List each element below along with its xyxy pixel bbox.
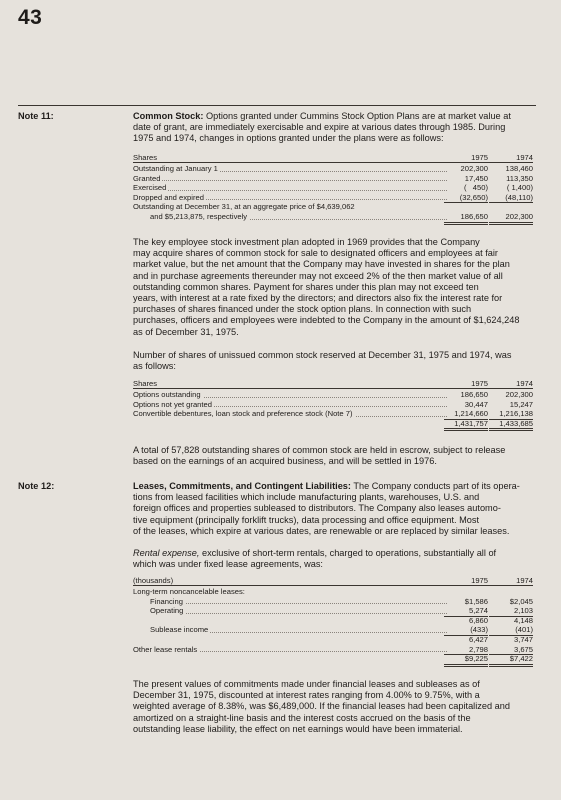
rental-expense-term: Rental expense, (133, 548, 200, 558)
intro-line: foreign offices and properties subleased to distributors. The Company also leases automo- (133, 503, 501, 514)
text-line: outstanding lease liability, the effect on net earnings would have been immaterial. (133, 723, 463, 734)
col-header-thousands: (thousands) (133, 576, 174, 585)
value-1974: 138,460 (505, 164, 533, 173)
table-row (133, 390, 533, 400)
value-1975: 1,214,660 (444, 409, 488, 420)
value-1975: 202,300 (460, 164, 488, 173)
escrow-paragraph (133, 445, 533, 467)
intro-line: Options granted under Cummins Stock Option Plans are at market value at (203, 111, 511, 121)
value-1974: $7,422 (489, 654, 533, 667)
text-line: outstanding common shares. Payment for shares under this plan may not exceed ten (133, 281, 479, 292)
row-label: Outstanding at December 31, at an aggregate price of $4,639,062 (133, 202, 355, 212)
intro-line: date of grant, are immediately exercisable and expire at various dates through 1985. During (133, 122, 506, 133)
text-line: Number of shares of unissued common stock reserved at December 31, 1975 and 1974, was (133, 350, 512, 360)
present-values-paragraph (133, 679, 533, 735)
value-1974: (401) (489, 625, 533, 636)
value-1974: ( 1,400) (506, 183, 533, 193)
value-1975: 30,447 (464, 399, 488, 409)
text-line: purchases, officers and employees were indebted to the Company in the amount of $1,624,248 (133, 315, 520, 326)
table-header (133, 379, 533, 389)
col-header-shares: Shares (133, 153, 158, 162)
stock-investment-plan-paragraph (133, 237, 533, 338)
text-line: December 31, 1975, discounted at interest rates ranging from 4.00% to 9.75%, with a (133, 690, 480, 701)
rental-expense-paragraph (133, 548, 533, 570)
row-label: Financing (150, 596, 183, 606)
value-1974: 113,350 (506, 173, 533, 183)
text-line: as follows: (133, 361, 176, 372)
text-line: as of December 31, 1975. (133, 326, 239, 337)
table-row-total (133, 654, 533, 664)
value-1975: (32,650) (444, 193, 488, 204)
table-row (133, 174, 533, 184)
value-1975: 186,650 (444, 212, 488, 225)
table-row-subtotal (133, 635, 533, 645)
section-divider (18, 105, 536, 106)
options-table (133, 153, 533, 222)
value-1974: 1,433,685 (489, 419, 533, 432)
row-label: Other lease rentals (133, 644, 198, 654)
table-row (133, 400, 533, 410)
table-row (133, 587, 533, 597)
text-line: The present values of commitments made under financial leases and subleases as of (133, 679, 480, 689)
col-header-1975: 1975 (471, 153, 488, 162)
col-header-1975: 1975 (471, 576, 488, 585)
value-1975: 2,798 (444, 645, 488, 656)
value-1975: $9,225 (444, 654, 488, 667)
text-line: exclusive of short-term rentals, charged to operations, substantially all of (199, 548, 497, 558)
col-header-1974: 1974 (516, 153, 533, 162)
col-header-shares: Shares (133, 379, 158, 388)
value-1975: (433) (444, 625, 488, 636)
value-1974: 3,747 (513, 634, 533, 644)
table-row (133, 409, 533, 419)
text-line: and in purchase agreements thereunder may not exceed 2% of the then market value of all (133, 270, 503, 281)
table-row (133, 164, 533, 174)
value-1974: 3,675 (489, 645, 533, 656)
page-number: 43 (18, 6, 43, 29)
table-header (133, 576, 533, 586)
value-1975: 6,860 (468, 615, 488, 625)
col-header-1974: 1974 (516, 379, 533, 388)
text-line: purchases of shares financed under the stock option plans. In connection with such (133, 304, 472, 315)
intro-line: tions from leased facilities which include manufacturing plants, warehouses, U.S. and (133, 492, 480, 503)
value-1974: 15,247 (509, 399, 533, 409)
row-label: Options outstanding (133, 390, 201, 399)
text-line: weighted average of 8.38%, was $6,489,000. If the financial leases had been capitalized and (133, 701, 510, 712)
table-row-total (133, 419, 533, 429)
intro-line: 1975 and 1974, changes in options granted under the plans were as follows: (133, 133, 444, 144)
value-1975: 6,427 (468, 634, 488, 644)
row-label: Options not yet granted (133, 399, 212, 409)
table-row (133, 193, 533, 203)
value-1974: $2,045 (509, 596, 533, 606)
table-row (133, 625, 533, 635)
reserved-shares-table (133, 379, 533, 428)
table-row (133, 202, 533, 212)
table-row (133, 606, 533, 616)
value-1975: 5,274 (444, 606, 488, 617)
value-1975: 1,431,757 (444, 419, 488, 432)
value-1974: 202,300 (505, 390, 533, 399)
intro-line: The Company conducts part of its opera- (350, 481, 520, 491)
text-line: amortized on a straight-line basis and the interest costs accrued on the basis of the (133, 712, 471, 723)
table-row-subtotal (133, 616, 533, 626)
text-line: The key employee stock investment plan adopted in 1969 provides that the Company (133, 237, 480, 247)
table-header (133, 153, 533, 163)
table-row (133, 645, 533, 655)
row-label: Granted (133, 173, 161, 183)
col-header-1975: 1975 (471, 379, 488, 388)
note-11-label: Note 11: (18, 111, 54, 121)
row-label: Sublease income (150, 625, 209, 635)
note-11-title: Common Stock: (133, 111, 204, 121)
col-header-1974: 1974 (516, 576, 533, 585)
text-line: market value, but the net amount that the Company may have invested in shares for the plan (133, 259, 510, 270)
note-12-label: Note 12: (18, 481, 55, 491)
row-label: and $5,213,875, respectively (150, 211, 248, 221)
value-1974: 4,148 (513, 615, 533, 625)
table-row (133, 597, 533, 607)
value-1975: 186,650 (460, 390, 488, 399)
value-1975: $1,586 (464, 596, 488, 606)
row-label: Long-term noncancelable leases: (133, 587, 245, 596)
row-label: Operating (150, 606, 184, 616)
note-12-title: Leases, Commitments, and Contingent Liabilities: (133, 481, 351, 491)
note-12-intro (133, 481, 533, 537)
value-1974: (48,110) (489, 193, 533, 204)
intro-line: of the leases, which expire at various dates, are renewable or are replaced by similar leases. (133, 525, 510, 536)
note-11-intro (133, 111, 533, 145)
value-1974: 2,103 (489, 606, 533, 617)
row-label: Convertible debentures, loan stock and preference stock (Note 7) (133, 409, 353, 419)
value-1975: 17,450 (464, 173, 488, 183)
intro-line: tive equipment (principally forklift trucks), data processing and office equipment. Most (133, 514, 480, 525)
text-line: based on the earnings of an acquired business, and will be settled in 1976. (133, 456, 437, 467)
row-label: Outstanding at January 1 (133, 164, 218, 173)
table-row (133, 212, 533, 222)
text-line: years, with interest at a rate fixed by the directors; and directors also fix the interest rate for (133, 293, 503, 304)
table-row (133, 183, 533, 193)
text-line: may acquire shares of common stock for sale to designated officers and employees at fair (133, 248, 498, 259)
value-1974: 1,216,138 (489, 409, 533, 420)
lease-rentals-table (133, 576, 533, 664)
row-label: Dropped and expired (133, 192, 204, 202)
value-1975: ( 450) (463, 183, 488, 193)
text-line: A total of 57,828 outstanding shares of common stock are held in escrow, subject to release (133, 445, 506, 455)
text-line: which was under fixed lease agreements, was: (133, 559, 323, 570)
unissued-shares-paragraph (133, 350, 533, 372)
row-label: Exercised (133, 183, 167, 193)
value-1974: 202,300 (489, 212, 533, 225)
